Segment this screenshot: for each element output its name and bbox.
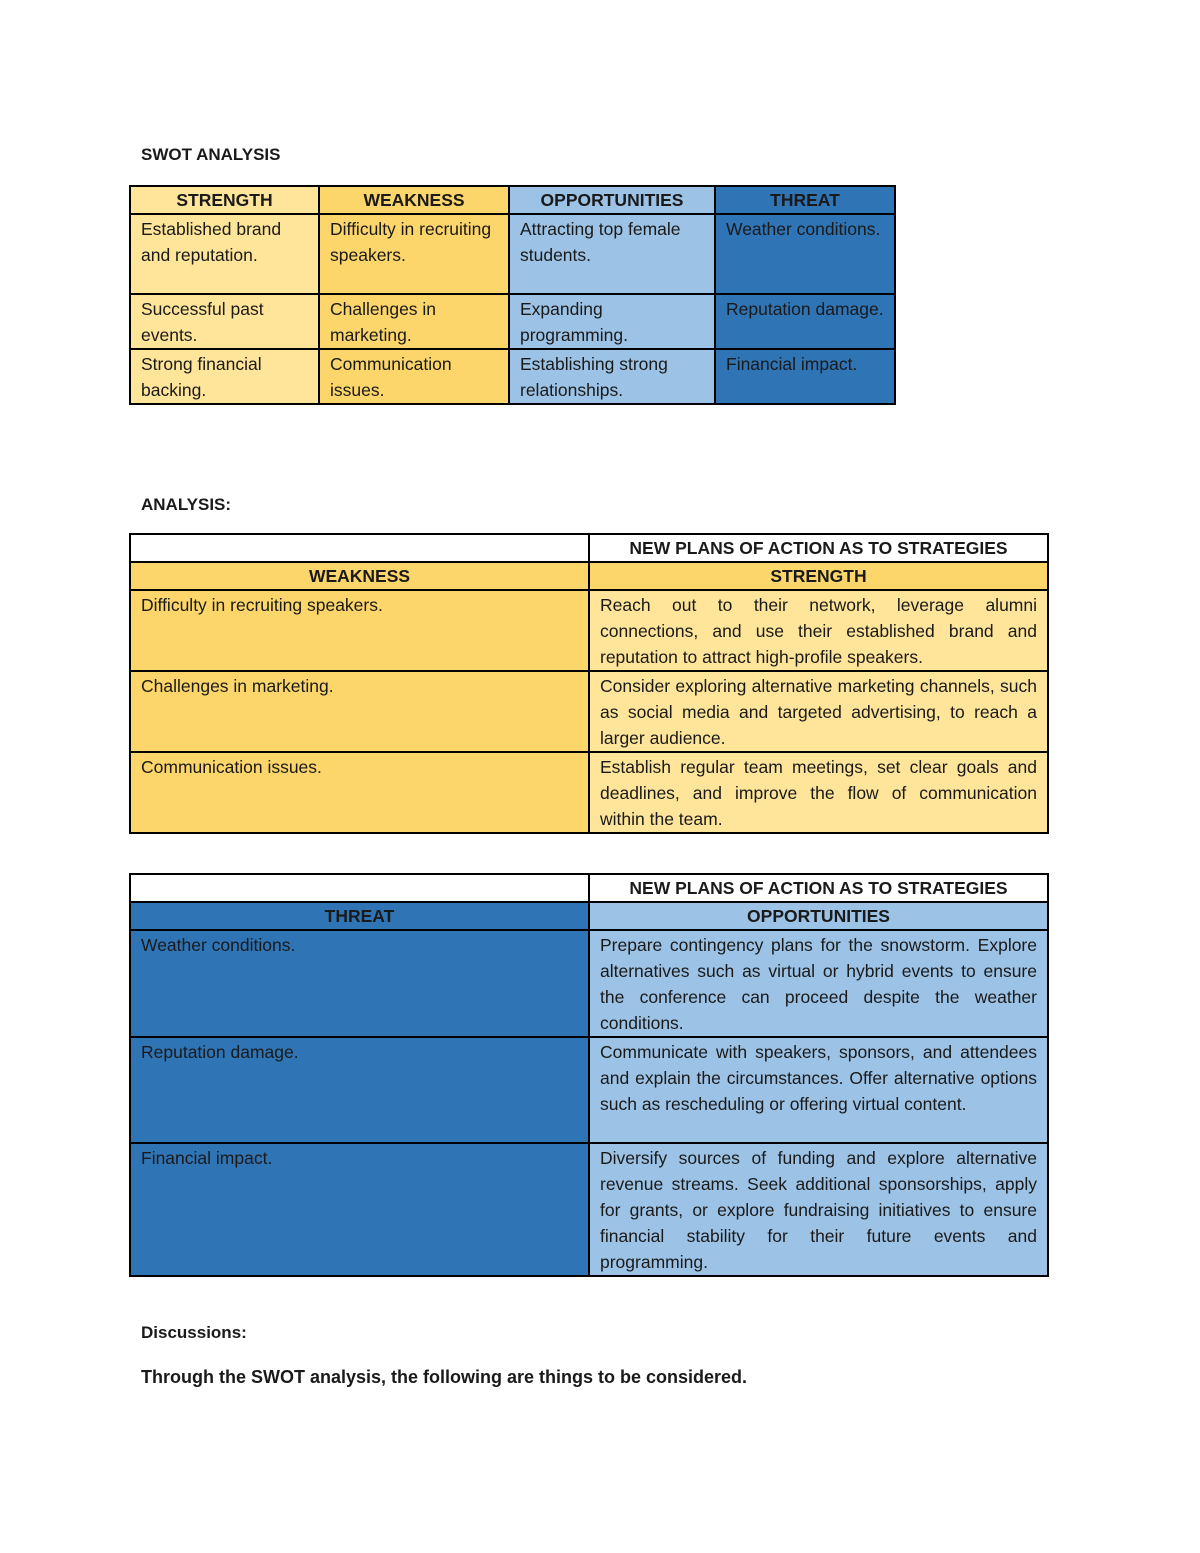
table2-threat-cell: Weather conditions. — [130, 930, 589, 1037]
table1-weakness-header: WEAKNESS — [130, 562, 589, 590]
table2-threat-cell: Financial impact. — [130, 1143, 589, 1276]
threat-strategy-table — [129, 873, 1049, 1277]
swot-cell: Communication issues. — [319, 349, 509, 404]
swot-cell: Attracting top female students. — [509, 214, 715, 294]
swot-cell: Strong financial backing. — [130, 349, 319, 404]
table1-strategy-cell: Reach out to their network, leverage alumni connections, and use their established brand and reputation to attract high-profile speakers. — [589, 590, 1048, 671]
table1-blank-cell — [130, 534, 589, 562]
swot-cell: Establishing strong relationships. — [509, 349, 715, 404]
table2-strategy-cell: Diversify sources of funding and explore alternative revenue streams. Seek additional sponsorships, apply for grants, or explore fundraising initiatives to ensure financial stability for their future events and programming. — [589, 1143, 1048, 1276]
table2-threat-cell: Reputation damage. — [130, 1037, 589, 1143]
table1-weakness-cell: Challenges in marketing. — [130, 671, 589, 752]
table1-weakness-cell: Communication issues. — [130, 752, 589, 833]
swot-cell: Reputation damage. — [715, 294, 895, 349]
table2-strategy-cell: Communicate with speakers, sponsors, and attendees and explain the circumstances. Offer alternative options such as rescheduling or offering virtual content. — [589, 1037, 1048, 1143]
weakness-strategy-table — [129, 533, 1049, 834]
table2-blank-cell — [130, 874, 589, 902]
table1-strength-header: STRENGTH — [589, 562, 1048, 590]
table1-weakness-cell: Difficulty in recruiting speakers. — [130, 590, 589, 671]
swot-cell: Successful past events. — [130, 294, 319, 349]
table2-opportunities-header: OPPORTUNITIES — [589, 902, 1048, 930]
discussions-text: Through the SWOT analysis, the following are things to be considered. — [141, 1367, 748, 1387]
discussions-title: Discussions: — [141, 1323, 247, 1342]
table1-strategy-cell: Consider exploring alternative marketing channels, such as social media and targeted advertising, to reach a larger audience. — [589, 671, 1048, 752]
swot-header-opportunities: OPPORTUNITIES — [509, 186, 715, 214]
swot-cell: Weather conditions. — [715, 214, 895, 294]
table2-strategy-cell: Prepare contingency plans for the snowstorm. Explore alternatives such as virtual or hybrid events to ensure the conference can proceed despite the weather conditions. — [589, 930, 1048, 1037]
table2-threat-header: THREAT — [130, 902, 589, 930]
swot-header-strength: STRENGTH — [130, 186, 319, 214]
swot-cell: Established brand and reputation. — [130, 214, 319, 294]
swot-header-weakness: WEAKNESS — [319, 186, 509, 214]
analysis-title: ANALYSIS: — [141, 495, 232, 514]
swot-cell: Difficulty in recruiting speakers. — [319, 214, 509, 294]
swot-title: SWOT ANALYSIS — [141, 145, 281, 164]
table2-plans-header: NEW PLANS OF ACTION AS TO STRATEGIES — [589, 874, 1048, 902]
swot-cell: Challenges in marketing. — [319, 294, 509, 349]
table1-plans-header: NEW PLANS OF ACTION AS TO STRATEGIES — [589, 534, 1048, 562]
swot-cell: Expanding programming. — [509, 294, 715, 349]
swot-cell: Financial impact. — [715, 349, 895, 404]
swot-header-threat: THREAT — [715, 186, 895, 214]
table1-strategy-cell: Establish regular team meetings, set clear goals and deadlines, and improve the flow of communication within the team. — [589, 752, 1048, 833]
swot-table — [129, 185, 896, 405]
